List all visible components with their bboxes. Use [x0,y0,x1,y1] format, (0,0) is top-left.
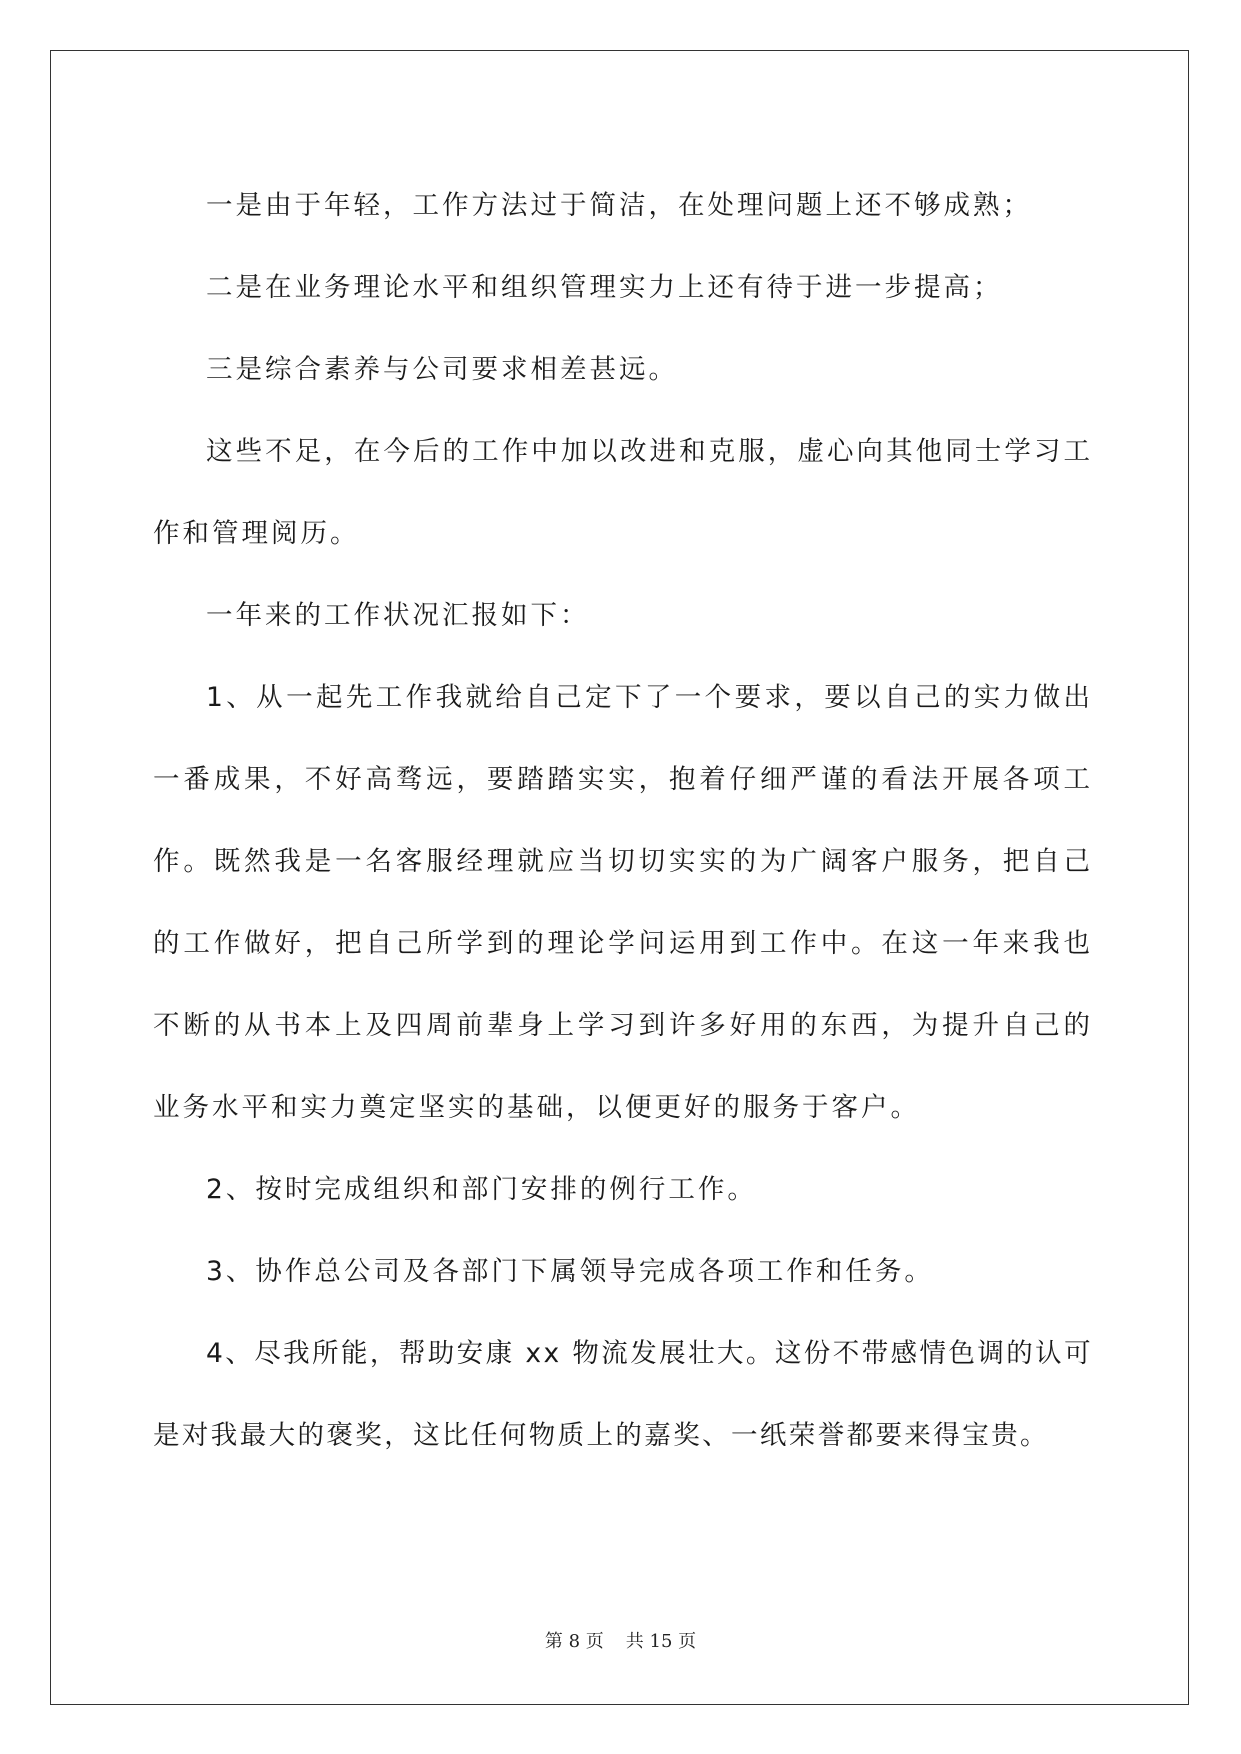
paragraph-4: 这些不足，在今后的工作中加以改进和克服，虚心向其他同士学习工作和管理阅历。 [153,436,1093,549]
paragraph-9: 4、尽我所能，帮助安康 xx 物流发展壮大。这份不带感情色调的认可是对我最大的褒奖，这比任何物质上的嘉奖、一纸荣誉都要来得宝贵。 [153,1338,1093,1451]
paragraph-2: 二是在业务理论水平和组织管理实力上还有待于进一步提高； [206,272,1003,303]
paragraph-1: 一是由于年轻，工作方法过于简洁，在处理问题上还不够成熟； [206,190,1032,221]
page-total: 共 15 页 [625,1631,697,1652]
page-number: 第 8 页 [544,1631,604,1652]
paragraph-3: 三是综合素养与公司要求相差甚远。 [206,354,678,385]
paragraph-5: 一年来的工作状况汇报如下： [206,600,590,631]
paragraph-7: 2、按时完成组织和部门安排的例行工作。 [206,1174,757,1205]
paragraph-8: 3、协作总公司及各部门下属领导完成各项工作和任务。 [206,1256,934,1287]
document-body [153,165,1093,1477]
paragraph-6: 1、从一起先工作我就给自己定下了一个要求，要以自己的实力做出一番成果，不好高骛远，要踏踏实实，抱着仔细严谨的看法开展各项工作。既然我是一名客服经理就应当切切实实的为广阔客户服务，把自己的工作做好，把自己所学到的理论学问运用到工作中。在这一年来我也不断的从书本上及四周前辈身上学习到许多好用的东西，为提升自己的业务水平和实力奠定坚实的基础，以便更好的服务于客户。 [153,682,1093,1123]
page-footer [0,1630,1241,1654]
